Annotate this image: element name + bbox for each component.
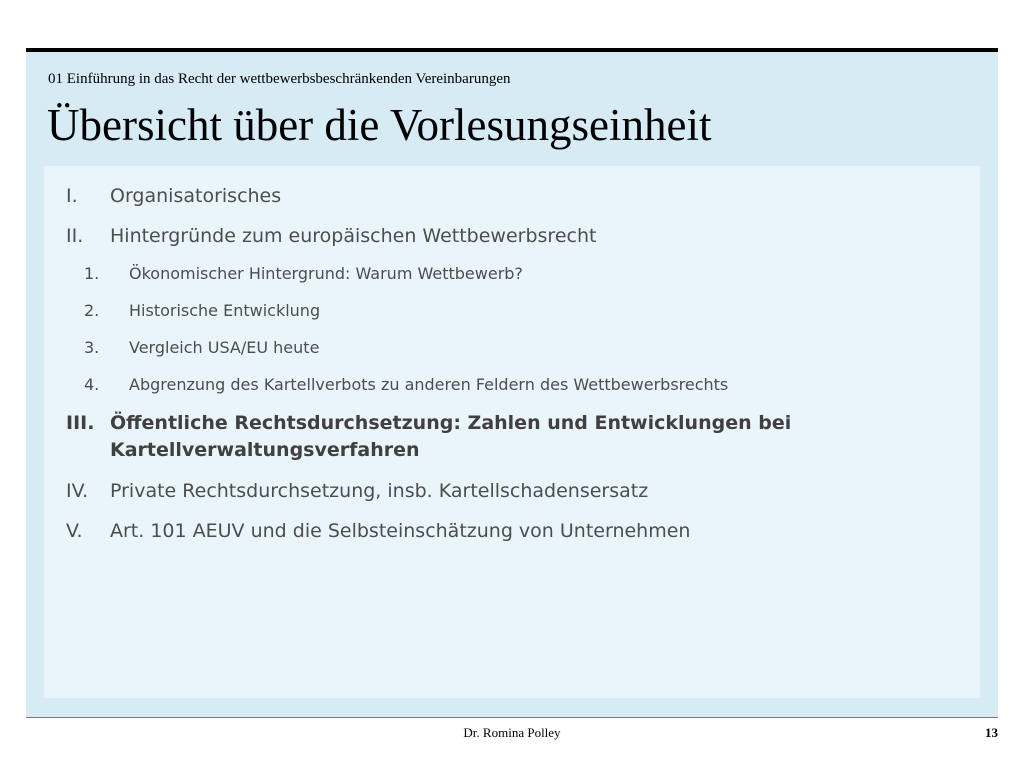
- outline-text: Hintergründe zum europäischen Wettbewerbsrecht: [110, 225, 597, 247]
- outline-number: 3.: [84, 338, 100, 357]
- footer-author: Dr. Romina Polley: [463, 725, 561, 740]
- outline-number: 1.: [84, 264, 100, 283]
- outline-number: 4.: [84, 375, 100, 394]
- outline-number: I.: [66, 185, 78, 207]
- outline-text-line-2: Kartellverwaltungsverfahren: [110, 439, 420, 461]
- page-number: 13: [985, 725, 998, 740]
- slide-subtitle: 01 Einführung in das Recht der wettbewerbsbeschränkenden Vereinbarungen: [48, 71, 511, 87]
- outline-text: Historische Entwicklung: [129, 301, 321, 320]
- footer-rule: [26, 717, 998, 718]
- outline-text-line-1: Öffentliche Rechtsdurchsetzung: Zahlen und Entwicklungen bei: [110, 412, 792, 434]
- outline-number: IV.: [66, 480, 89, 502]
- outline-number: V.: [66, 520, 83, 542]
- outline-text: Abgrenzung des Kartellverbots zu anderen Feldern des Wettbewerbsrechts: [129, 375, 729, 394]
- outline-number: II.: [66, 225, 84, 247]
- outline-text: Art. 101 AEUV und die Selbsteinschätzung von Unternehmen: [110, 520, 691, 542]
- outline-text: Ökonomischer Hintergrund: Warum Wettbewerb?: [129, 264, 523, 283]
- outline-number: III.: [66, 412, 95, 434]
- outline-text: Organisatorisches: [110, 185, 282, 207]
- slide-title: Übersicht über die Vorlesungseinheit: [47, 100, 712, 150]
- outline-number: 2.: [84, 301, 100, 320]
- outline-text: Private Rechtsdurchsetzung, insb. Kartellschadensersatz: [110, 480, 649, 502]
- outline-text: Vergleich USA/EU heute: [129, 338, 320, 357]
